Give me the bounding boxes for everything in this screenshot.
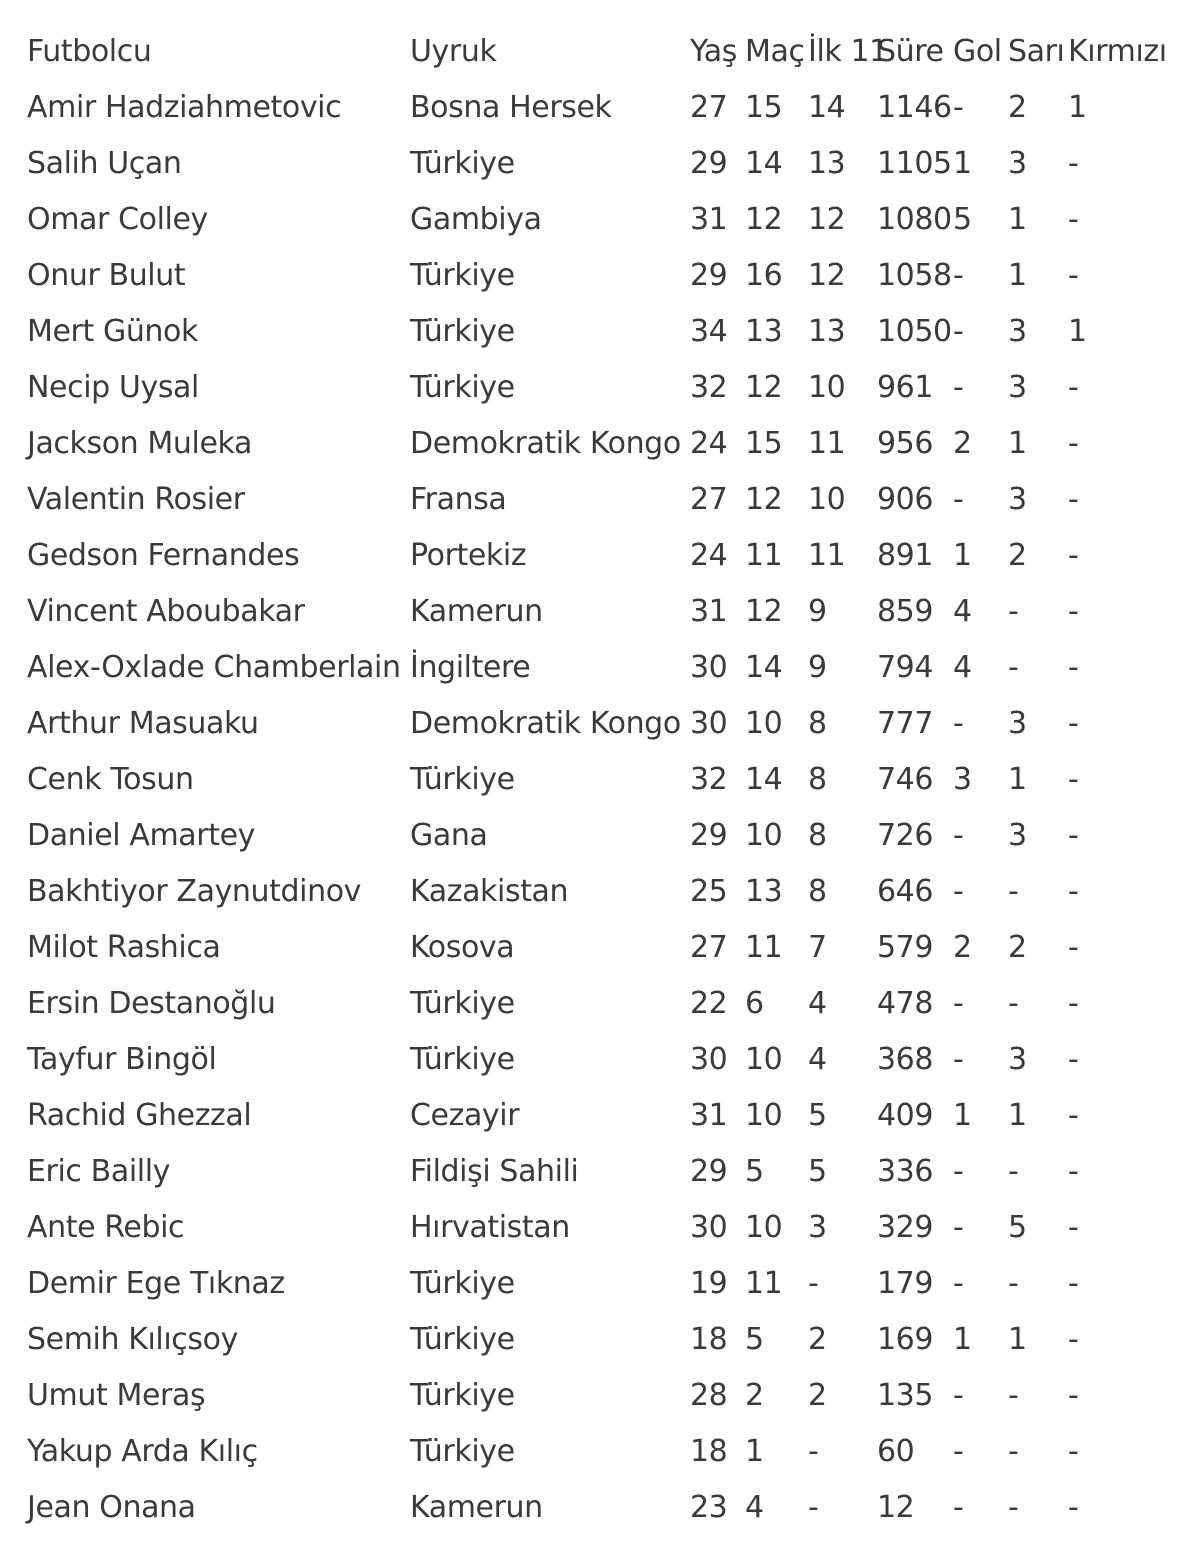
cell-player: Demir Ege Tıknaz <box>27 1266 285 1301</box>
cell-minutes: 746 <box>877 762 934 797</box>
cell-yellow: 3 <box>1008 482 1027 517</box>
cell-yellow: - <box>1008 594 1019 629</box>
cell-nationality: Türkiye <box>410 986 515 1021</box>
cell-age: 32 <box>690 370 728 405</box>
cell-age: 30 <box>690 1042 728 1077</box>
table-row <box>0 1424 1200 1480</box>
cell-minutes: 135 <box>877 1378 934 1413</box>
cell-minutes: 1105 <box>877 146 952 181</box>
cell-player: Semih Kılıçsoy <box>27 1322 238 1357</box>
cell-red: - <box>1068 1042 1079 1077</box>
cell-starts: 12 <box>808 258 846 293</box>
table-row <box>0 304 1200 360</box>
cell-red: - <box>1068 1378 1079 1413</box>
cell-goals: - <box>953 314 964 349</box>
cell-nationality: Portekiz <box>410 538 527 573</box>
cell-red: - <box>1068 538 1079 573</box>
cell-nationality: Demokratik Kongo <box>410 706 681 741</box>
table-row <box>0 472 1200 528</box>
cell-red: 1 <box>1068 314 1087 349</box>
cell-minutes: 961 <box>877 370 934 405</box>
cell-matches: 10 <box>745 818 783 853</box>
cell-starts: 11 <box>808 426 846 461</box>
cell-yellow: 3 <box>1008 1042 1027 1077</box>
cell-goals: - <box>953 1378 964 1413</box>
cell-player: Omar Colley <box>27 202 208 237</box>
cell-starts: 7 <box>808 930 827 965</box>
table-row <box>0 136 1200 192</box>
cell-matches: 15 <box>745 426 783 461</box>
cell-player: Jean Onana <box>27 1490 196 1525</box>
header-matches: Maç <box>745 34 805 69</box>
cell-player: Onur Bulut <box>27 258 186 293</box>
cell-minutes: 478 <box>877 986 934 1021</box>
cell-age: 25 <box>690 874 728 909</box>
cell-goals: - <box>953 1210 964 1245</box>
cell-player: Salih Uçan <box>27 146 182 181</box>
cell-starts: 14 <box>808 90 846 125</box>
cell-red: - <box>1068 258 1079 293</box>
cell-starts: - <box>808 1490 819 1525</box>
cell-player: Bakhtiyor Zaynutdinov <box>27 874 362 909</box>
cell-player: Tayfur Bingöl <box>27 1042 217 1077</box>
cell-starts: 13 <box>808 314 846 349</box>
cell-player: Arthur Masuaku <box>27 706 259 741</box>
cell-goals: 4 <box>953 650 972 685</box>
cell-yellow: 1 <box>1008 1098 1027 1133</box>
cell-minutes: 891 <box>877 538 934 573</box>
table-row <box>0 360 1200 416</box>
cell-matches: 5 <box>745 1322 764 1357</box>
table-row <box>0 864 1200 920</box>
cell-yellow: 2 <box>1008 90 1027 125</box>
cell-red: - <box>1068 202 1079 237</box>
cell-red: - <box>1068 818 1079 853</box>
cell-nationality: Fildişi Sahili <box>410 1154 579 1189</box>
cell-goals: - <box>953 90 964 125</box>
cell-goals: - <box>953 1490 964 1525</box>
table-row <box>0 1088 1200 1144</box>
header-goals: Gol <box>953 34 1002 69</box>
cell-starts: 2 <box>808 1378 827 1413</box>
cell-starts: 5 <box>808 1098 827 1133</box>
cell-nationality: Fransa <box>410 482 507 517</box>
cell-red: - <box>1068 1322 1079 1357</box>
table-row <box>0 752 1200 808</box>
cell-yellow: 3 <box>1008 370 1027 405</box>
cell-player: Ersin Destanoğlu <box>27 986 276 1021</box>
cell-starts: - <box>808 1266 819 1301</box>
table-row <box>0 696 1200 752</box>
cell-nationality: Cezayir <box>410 1098 520 1133</box>
cell-goals: - <box>953 706 964 741</box>
cell-yellow: 5 <box>1008 1210 1027 1245</box>
table-row <box>0 808 1200 864</box>
cell-nationality: Kamerun <box>410 1490 543 1525</box>
cell-red: - <box>1068 1210 1079 1245</box>
cell-player: Milot Rashica <box>27 930 221 965</box>
table-row <box>0 920 1200 976</box>
cell-yellow: 1 <box>1008 426 1027 461</box>
cell-matches: 2 <box>745 1378 764 1413</box>
cell-starts: 10 <box>808 482 846 517</box>
cell-red: - <box>1068 426 1079 461</box>
cell-age: 27 <box>690 90 728 125</box>
cell-starts: - <box>808 1434 819 1469</box>
cell-age: 22 <box>690 986 728 1021</box>
cell-minutes: 336 <box>877 1154 934 1189</box>
cell-nationality: Türkiye <box>410 146 515 181</box>
header-age: Yaş <box>690 34 738 69</box>
cell-red: - <box>1068 1098 1079 1133</box>
cell-starts: 8 <box>808 762 827 797</box>
cell-starts: 4 <box>808 1042 827 1077</box>
cell-yellow: 2 <box>1008 538 1027 573</box>
table-row <box>0 1480 1200 1536</box>
cell-goals: - <box>953 874 964 909</box>
cell-matches: 12 <box>745 370 783 405</box>
header-starts: İlk 11 <box>808 34 888 69</box>
cell-yellow: - <box>1008 650 1019 685</box>
header-nationality: Uyruk <box>410 34 497 69</box>
cell-age: 18 <box>690 1322 728 1357</box>
cell-red: - <box>1068 1154 1079 1189</box>
cell-player: Umut Meraş <box>27 1378 206 1413</box>
cell-matches: 12 <box>745 202 783 237</box>
cell-age: 18 <box>690 1434 728 1469</box>
cell-goals: 2 <box>953 426 972 461</box>
cell-age: 31 <box>690 594 728 629</box>
cell-goals: - <box>953 1434 964 1469</box>
cell-player: Gedson Fernandes <box>27 538 300 573</box>
cell-yellow: 3 <box>1008 706 1027 741</box>
cell-goals: 1 <box>953 1322 972 1357</box>
cell-age: 30 <box>690 1210 728 1245</box>
cell-nationality: Türkiye <box>410 258 515 293</box>
cell-player: Necip Uysal <box>27 370 199 405</box>
cell-red: - <box>1068 986 1079 1021</box>
cell-matches: 1 <box>745 1434 764 1469</box>
cell-player: Vincent Aboubakar <box>27 594 305 629</box>
cell-yellow: - <box>1008 1154 1019 1189</box>
cell-starts: 11 <box>808 538 846 573</box>
cell-nationality: Demokratik Kongo <box>410 426 681 461</box>
cell-yellow: 3 <box>1008 146 1027 181</box>
cell-player: Amir Hadziahmetovic <box>27 90 342 125</box>
cell-nationality: Türkiye <box>410 1378 515 1413</box>
cell-player: Mert Günok <box>27 314 198 349</box>
cell-age: 32 <box>690 762 728 797</box>
cell-goals: 1 <box>953 146 972 181</box>
cell-minutes: 726 <box>877 818 934 853</box>
cell-minutes: 368 <box>877 1042 934 1077</box>
cell-matches: 10 <box>745 1210 783 1245</box>
cell-yellow: 1 <box>1008 202 1027 237</box>
cell-minutes: 859 <box>877 594 934 629</box>
table-body <box>0 80 1200 1536</box>
cell-matches: 11 <box>745 1266 783 1301</box>
cell-player: Eric Bailly <box>27 1154 170 1189</box>
cell-player: Jackson Muleka <box>27 426 252 461</box>
cell-nationality: Türkiye <box>410 370 515 405</box>
cell-nationality: Türkiye <box>410 1042 515 1077</box>
cell-yellow: 1 <box>1008 1322 1027 1357</box>
cell-starts: 2 <box>808 1322 827 1357</box>
cell-minutes: 329 <box>877 1210 934 1245</box>
cell-starts: 12 <box>808 202 846 237</box>
cell-minutes: 1080 <box>877 202 952 237</box>
cell-matches: 14 <box>745 146 783 181</box>
cell-age: 27 <box>690 482 728 517</box>
cell-age: 24 <box>690 538 728 573</box>
table-row <box>0 976 1200 1032</box>
cell-matches: 13 <box>745 314 783 349</box>
cell-minutes: 179 <box>877 1266 934 1301</box>
cell-red: - <box>1068 1434 1079 1469</box>
cell-minutes: 1146 <box>877 90 952 125</box>
cell-nationality: Kosova <box>410 930 515 965</box>
cell-red: - <box>1068 650 1079 685</box>
table-row <box>0 640 1200 696</box>
cell-matches: 14 <box>745 762 783 797</box>
cell-goals: 5 <box>953 202 972 237</box>
cell-goals: 1 <box>953 538 972 573</box>
cell-minutes: 646 <box>877 874 934 909</box>
cell-matches: 12 <box>745 482 783 517</box>
cell-yellow: - <box>1008 986 1019 1021</box>
cell-starts: 3 <box>808 1210 827 1245</box>
cell-yellow: 1 <box>1008 258 1027 293</box>
cell-matches: 10 <box>745 1042 783 1077</box>
table-row <box>0 80 1200 136</box>
cell-yellow: 3 <box>1008 818 1027 853</box>
cell-goals: - <box>953 818 964 853</box>
cell-goals: - <box>953 370 964 405</box>
cell-goals: 2 <box>953 930 972 965</box>
header-minutes: Süre <box>877 34 944 69</box>
cell-player: Valentin Rosier <box>27 482 245 517</box>
cell-goals: - <box>953 258 964 293</box>
cell-yellow: - <box>1008 1434 1019 1469</box>
cell-matches: 15 <box>745 90 783 125</box>
cell-minutes: 60 <box>877 1434 915 1469</box>
cell-nationality: Kamerun <box>410 594 543 629</box>
cell-age: 19 <box>690 1266 728 1301</box>
header-player: Futbolcu <box>27 34 152 69</box>
table-row <box>0 416 1200 472</box>
cell-minutes: 409 <box>877 1098 934 1133</box>
cell-yellow: - <box>1008 1378 1019 1413</box>
cell-red: - <box>1068 146 1079 181</box>
cell-age: 29 <box>690 1154 728 1189</box>
table-row <box>0 1200 1200 1256</box>
cell-goals: 4 <box>953 594 972 629</box>
cell-nationality: Türkiye <box>410 1266 515 1301</box>
cell-age: 27 <box>690 930 728 965</box>
cell-minutes: 579 <box>877 930 934 965</box>
cell-nationality: Bosna Hersek <box>410 90 612 125</box>
cell-yellow: - <box>1008 1266 1019 1301</box>
cell-age: 23 <box>690 1490 728 1525</box>
cell-minutes: 956 <box>877 426 934 461</box>
cell-starts: 8 <box>808 706 827 741</box>
cell-matches: 14 <box>745 650 783 685</box>
cell-minutes: 169 <box>877 1322 934 1357</box>
cell-yellow: - <box>1008 874 1019 909</box>
cell-goals: 3 <box>953 762 972 797</box>
cell-matches: 11 <box>745 538 783 573</box>
cell-nationality: Gambiya <box>410 202 542 237</box>
cell-age: 29 <box>690 146 728 181</box>
cell-nationality: Gana <box>410 818 488 853</box>
cell-minutes: 777 <box>877 706 934 741</box>
cell-starts: 13 <box>808 146 846 181</box>
cell-matches: 6 <box>745 986 764 1021</box>
player-stats-table <box>0 24 1200 1536</box>
cell-player: Yakup Arda Kılıç <box>27 1434 258 1469</box>
table-row <box>0 1368 1200 1424</box>
cell-matches: 10 <box>745 706 783 741</box>
cell-red: - <box>1068 874 1079 909</box>
cell-starts: 9 <box>808 594 827 629</box>
cell-age: 29 <box>690 818 728 853</box>
cell-starts: 4 <box>808 986 827 1021</box>
cell-nationality: İngiltere <box>410 650 531 685</box>
cell-matches: 5 <box>745 1154 764 1189</box>
cell-player: Ante Rebic <box>27 1210 185 1245</box>
cell-goals: - <box>953 1042 964 1077</box>
cell-red: - <box>1068 762 1079 797</box>
cell-nationality: Türkiye <box>410 1434 515 1469</box>
cell-matches: 11 <box>745 930 783 965</box>
cell-matches: 10 <box>745 1098 783 1133</box>
header-red: Kırmızı <box>1068 34 1167 69</box>
cell-minutes: 906 <box>877 482 934 517</box>
cell-age: 31 <box>690 1098 728 1133</box>
cell-age: 31 <box>690 202 728 237</box>
cell-minutes: 12 <box>877 1490 915 1525</box>
cell-starts: 9 <box>808 650 827 685</box>
cell-red: - <box>1068 482 1079 517</box>
cell-minutes: 1050 <box>877 314 952 349</box>
cell-player: Alex-Oxlade Chamberlain <box>27 650 401 685</box>
cell-nationality: Türkiye <box>410 314 515 349</box>
cell-yellow: - <box>1008 1490 1019 1525</box>
cell-matches: 16 <box>745 258 783 293</box>
cell-nationality: Hırvatistan <box>410 1210 570 1245</box>
cell-red: - <box>1068 594 1079 629</box>
cell-starts: 5 <box>808 1154 827 1189</box>
cell-goals: - <box>953 986 964 1021</box>
cell-goals: 1 <box>953 1098 972 1133</box>
cell-player: Rachid Ghezzal <box>27 1098 252 1133</box>
cell-starts: 10 <box>808 370 846 405</box>
cell-yellow: 1 <box>1008 762 1027 797</box>
cell-starts: 8 <box>808 818 827 853</box>
table-row <box>0 1256 1200 1312</box>
table-row <box>0 192 1200 248</box>
table-row <box>0 584 1200 640</box>
cell-nationality: Kazakistan <box>410 874 569 909</box>
cell-red: - <box>1068 1266 1079 1301</box>
cell-matches: 13 <box>745 874 783 909</box>
table-header-row <box>0 24 1200 80</box>
cell-yellow: 3 <box>1008 314 1027 349</box>
table-row <box>0 1144 1200 1200</box>
cell-age: 28 <box>690 1378 728 1413</box>
cell-matches: 12 <box>745 594 783 629</box>
cell-goals: - <box>953 482 964 517</box>
cell-age: 34 <box>690 314 728 349</box>
cell-goals: - <box>953 1266 964 1301</box>
cell-goals: - <box>953 1154 964 1189</box>
cell-age: 30 <box>690 706 728 741</box>
cell-red: - <box>1068 1490 1079 1525</box>
cell-player: Daniel Amartey <box>27 818 255 853</box>
cell-red: - <box>1068 370 1079 405</box>
cell-minutes: 1058 <box>877 258 952 293</box>
table-row <box>0 1312 1200 1368</box>
table-row <box>0 528 1200 584</box>
cell-yellow: 2 <box>1008 930 1027 965</box>
cell-minutes: 794 <box>877 650 934 685</box>
cell-matches: 4 <box>745 1490 764 1525</box>
cell-age: 24 <box>690 426 728 461</box>
cell-red: - <box>1068 930 1079 965</box>
cell-red: - <box>1068 706 1079 741</box>
cell-nationality: Türkiye <box>410 1322 515 1357</box>
header-yellow: Sarı <box>1008 34 1065 69</box>
table-row <box>0 1032 1200 1088</box>
cell-player: Cenk Tosun <box>27 762 194 797</box>
cell-age: 30 <box>690 650 728 685</box>
cell-starts: 8 <box>808 874 827 909</box>
table-row <box>0 248 1200 304</box>
cell-age: 29 <box>690 258 728 293</box>
cell-nationality: Türkiye <box>410 762 515 797</box>
cell-red: 1 <box>1068 90 1087 125</box>
